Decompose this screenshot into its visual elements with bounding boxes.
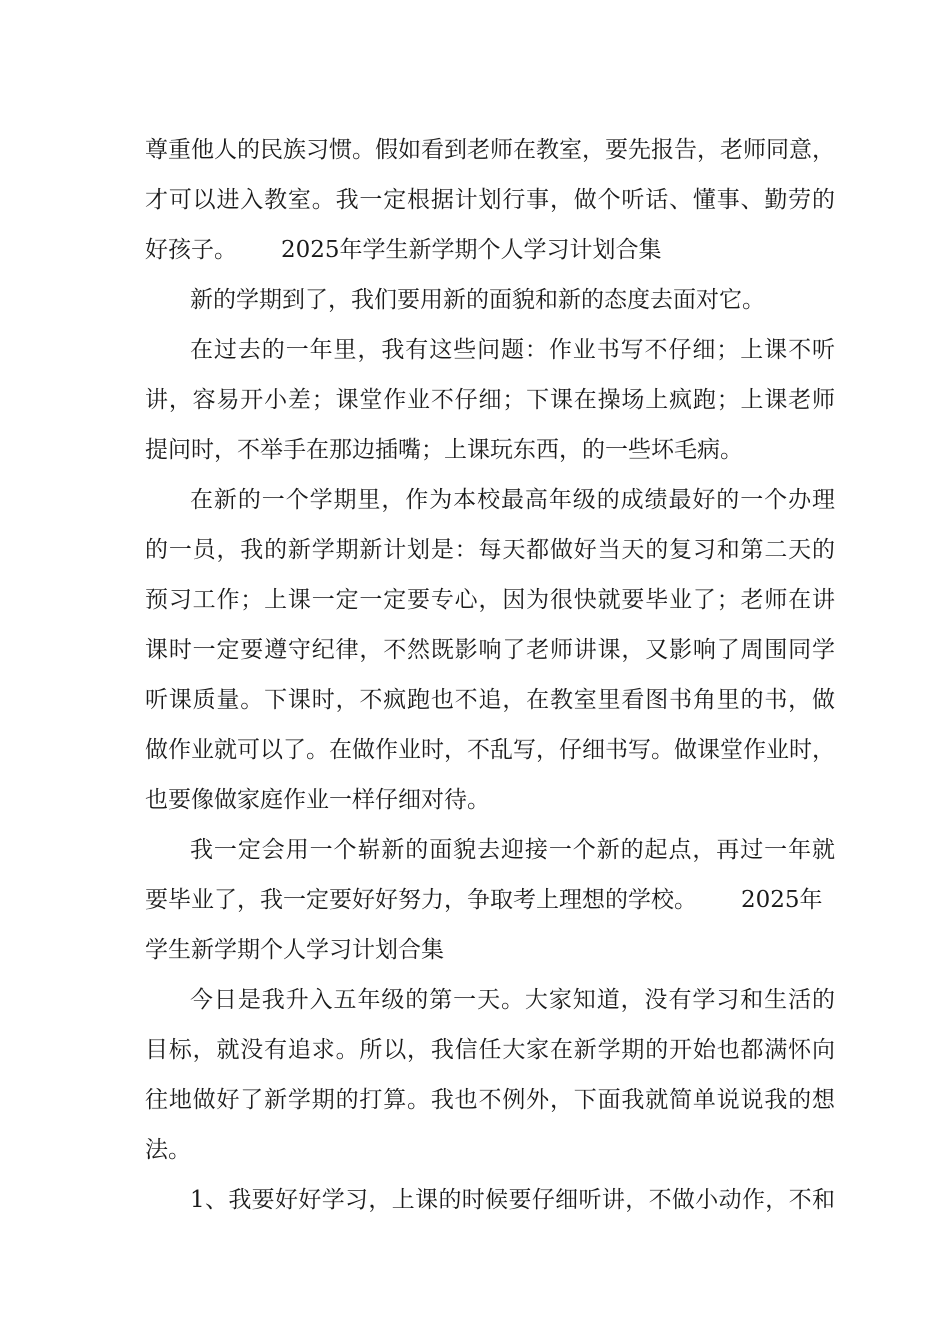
paragraph-3-line-2: 的一员，我的新学期新计划是：每天都做好当天的复习和第二天的 — [145, 537, 835, 563]
text-line-1: 尊重他人的民族习惯。假如看到老师在教室，要先报告，老师同意， — [145, 137, 835, 163]
paragraph-3-line-5: 听课质量。下课时，不疯跑也不追，在教室里看图书角里的书，做 — [145, 687, 835, 713]
section-title-2-start: 2025年 — [741, 887, 823, 913]
paragraph-5-line-1: 今日是我升入五年级的第一天。大家知道，没有学习和生活的 — [190, 987, 835, 1013]
paragraph-3-line-7: 也要像做家庭作业一样仔细对待。 — [145, 787, 490, 813]
text-line-2: 才可以进入教室。我一定根据计划行事，做个听话、懂事、勤劳的 — [145, 187, 835, 213]
paragraph-2-line-3: 提问时，不举手在那边插嘴；上课玩东西，的一些坏毛病。 — [145, 437, 743, 463]
text-line-3-end: 好孩子。 — [145, 237, 237, 263]
paragraph-5-line-4: 法。 — [145, 1137, 191, 1163]
text-line-3 — [145, 235, 835, 265]
paragraph-3-line-6: 做作业就可以了。在做作业时，不乱写，仔细书写。做课堂作业时， — [145, 737, 835, 763]
paragraph-2-line-1: 在过去的一年里，我有这些问题：作业书写不仔细；上课不听 — [190, 337, 835, 363]
paragraph-1-line-1: 新的学期到了，我们要用新的面貌和新的态度去面对它。 — [190, 287, 765, 313]
paragraph-3-line-4: 课时一定要遵守纪律，不然既影响了老师讲课，又影响了周围同学 — [145, 637, 835, 663]
section-title-2-end: 学生新学期个人学习计划合集 — [145, 937, 444, 963]
paragraph-5-line-3: 往地做好了新学期的打算。我也不例外，下面我就简单说说我的想 — [145, 1087, 835, 1113]
list-item-1-line-1: 1、我要好好学习，上课的时候要仔细听讲，不做小动作，不和 — [190, 1187, 835, 1213]
paragraph-5-line-2: 目标，就没有追求。所以，我信任大家在新学期的开始也都满怀向 — [145, 1037, 835, 1063]
paragraph-4-line-2 — [145, 885, 835, 915]
paragraph-3-line-3: 预习工作；上课一定一定要专心，因为很快就要毕业了；老师在讲 — [145, 587, 835, 613]
section-title-1: 2025年学生新学期个人学习计划合集 — [281, 237, 662, 263]
paragraph-4-line-1: 我一定会用一个崭新的面貌去迎接一个新的起点，再过一年就 — [190, 837, 835, 863]
paragraph-2-line-2: 讲，容易开小差；课堂作业不仔细；下课在操场上疯跑；上课老师 — [145, 387, 835, 413]
paragraph-3-line-1: 在新的一个学期里，作为本校最高年级的成绩最好的一个办理 — [190, 487, 835, 513]
paragraph-4-line-2-text: 要毕业了，我一定要好好努力，争取考上理想的学校。 — [145, 887, 697, 913]
